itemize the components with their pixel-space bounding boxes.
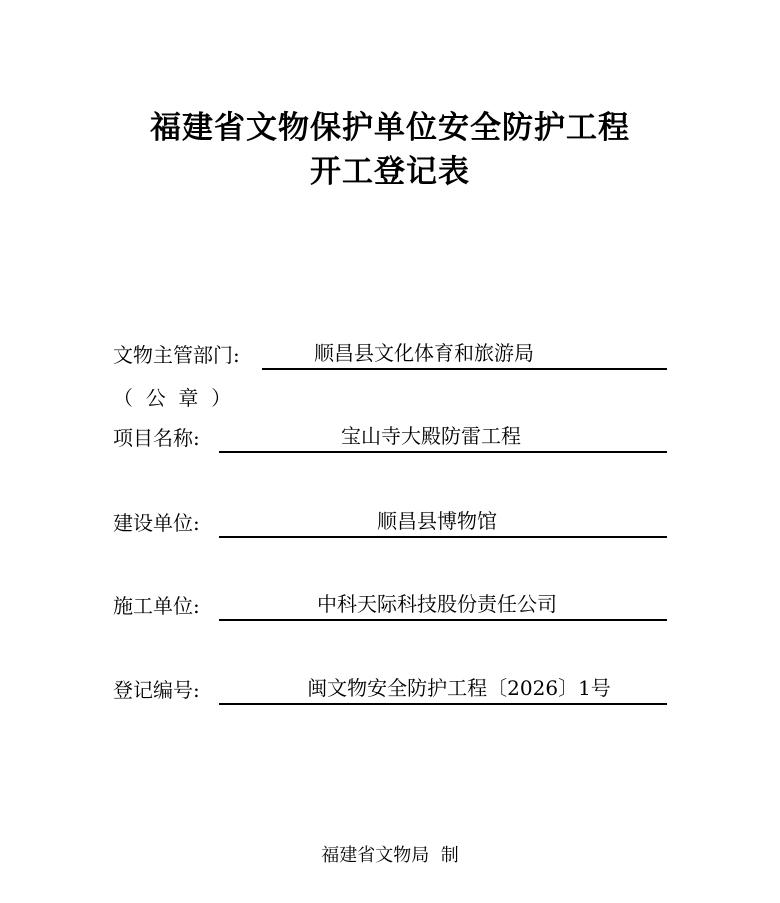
document-title-line2: 开工登记表 [310,154,470,190]
registration-field [219,673,667,705]
registration-value: 闽文物安全防护工程〔2026〕1号 [307,676,611,700]
contractor-value: 中科天际科技股份责任公司 [317,592,557,616]
registration-label: 登记编号: [113,678,200,702]
contractor-label: 施工单位: [113,594,200,618]
registration-row [113,675,667,705]
project-label: 项目名称: [113,426,200,450]
builder-row [113,508,667,538]
department-row [113,340,667,370]
document-title-line1: 福建省文物保护单位安全防护工程 [150,110,630,146]
issuer-footer: 福建省文物局 制 [321,845,459,866]
project-value: 宝山寺大殿防雷工程 [341,424,521,448]
project-row [113,423,667,453]
department-label: 文物主管部门: [113,343,240,367]
department-value: 顺昌县文化体育和旅游局 [314,341,534,365]
project-field [219,421,667,453]
builder-label: 建设单位: [113,511,200,535]
seal-placeholder: （ 公 章 ） [113,386,232,410]
builder-field [219,506,667,538]
contractor-row [113,591,667,621]
department-field [262,338,667,370]
builder-value: 顺昌县博物馆 [377,509,497,533]
contractor-field [219,589,667,621]
